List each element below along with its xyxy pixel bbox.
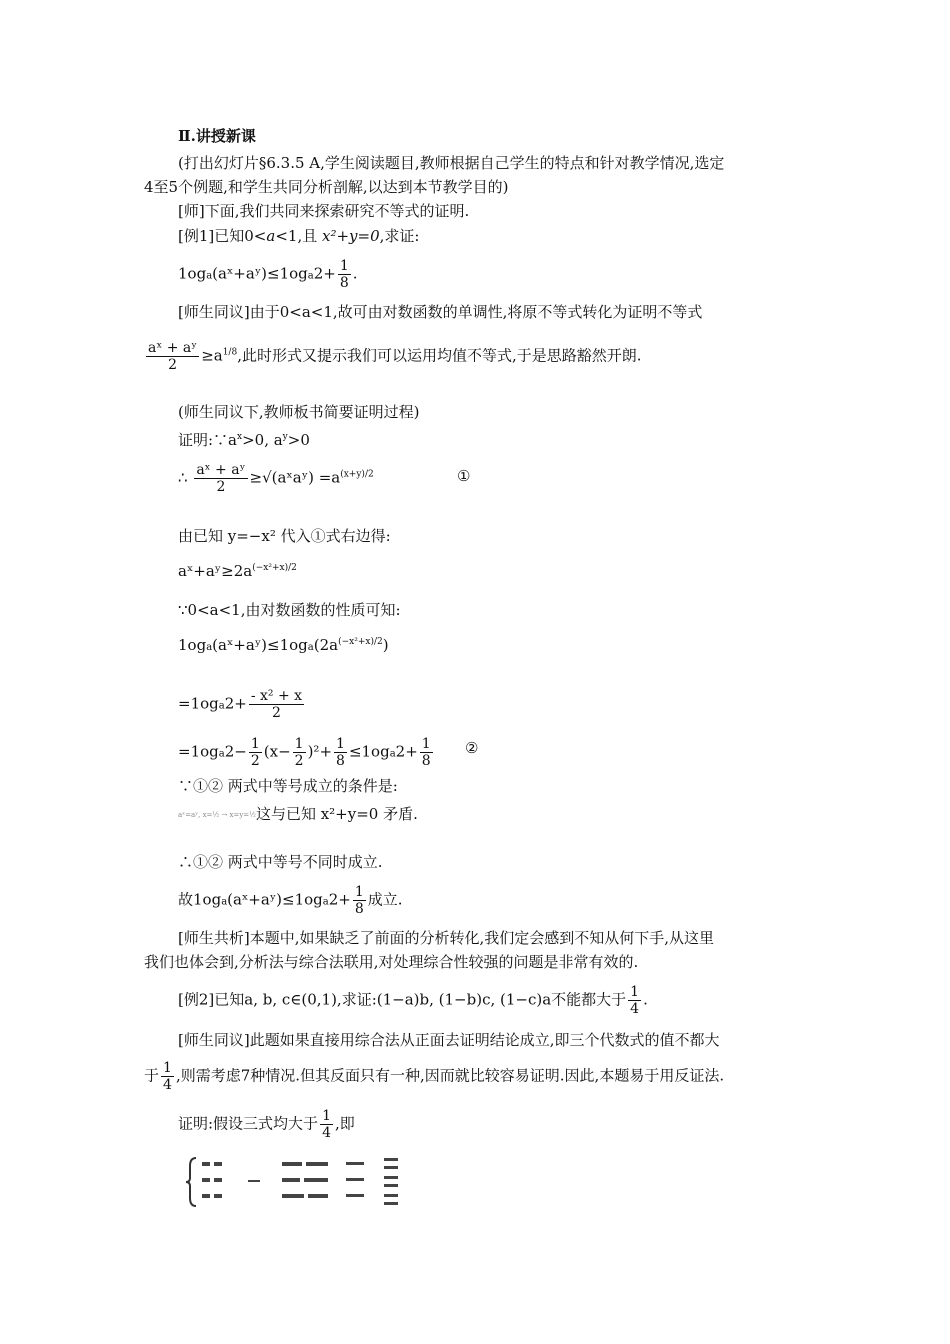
proof-start-b: >0, a: [242, 431, 283, 449]
fraction-denominator: 2: [294, 753, 304, 769]
fraction-denominator: 2: [168, 357, 178, 373]
claim-log: 1og: [178, 264, 207, 283]
substitution-line: 由已知 y=−x² 代入①式右边得:: [178, 527, 391, 545]
ex2-period: .: [643, 990, 648, 1009]
discussion-1-rest: ,此时形式又提示我们可以运用均值不等式,于是思路豁然开朗.: [237, 346, 642, 365]
discussion-2-line-2: [144, 1060, 724, 1093]
claim-arg: (aˣ+aʸ: [212, 264, 262, 283]
teacher-line: [师]下面,我们共同来探索研究不等式的证明.: [178, 202, 470, 220]
intro-line-1: (打出幻灯片§6.3.5 A,学生阅读题目,教师根据自己学生的特点和针对教学情况,选定: [178, 154, 725, 172]
fraction-1-4-b: [161, 1060, 174, 1093]
fraction-denominator: 4: [163, 1077, 172, 1093]
eq2-a: =1og: [178, 742, 219, 761]
example-2-statement: [178, 984, 648, 1017]
claim-const: 2+: [313, 264, 336, 283]
log-base-2: a: [322, 896, 329, 908]
proof-1-start: 证明$:\because a^x>0$, $a^y>0$: [178, 431, 310, 449]
eq1-b: 2+: [224, 694, 247, 713]
log-base: a: [218, 748, 225, 760]
inequality-line: [178, 558, 297, 581]
not-simultaneous-line: ∴①② 两式中等号不同时成立.: [178, 853, 383, 871]
eq2-f: 2+: [395, 742, 418, 761]
fraction-numerator: 1: [163, 1060, 172, 1076]
claim-period: .: [352, 264, 358, 283]
fraction-denominator: 8: [339, 275, 349, 291]
claim-rest: )≤1og: [261, 264, 308, 283]
condition-system: aˣ=aʸ, x=½ → x=y=½: [178, 811, 256, 819]
fraction-numerator: 1: [322, 1108, 331, 1124]
ex1-mid: <1,且: [275, 227, 318, 245]
fraction-denominator: 8: [421, 753, 431, 769]
fraction-1-4-c: [320, 1108, 333, 1141]
log-line: [178, 632, 389, 658]
discussion-1-line-1: [师生同议]由于0<a<1,故可由对数函数的单调性,将原不等式转化为证明不等式: [178, 303, 703, 321]
discussion-2-line-1: [师生同议]此题如果直接用综合法从正面去证明结论成立,即三个代数式的值不都大: [178, 1031, 720, 1049]
fraction-1-8-d: [353, 884, 366, 917]
proof-1-step-1: [178, 462, 374, 495]
fraction-denominator: 4: [630, 1001, 640, 1017]
ge-a: ≥a: [201, 346, 223, 365]
fraction-denominator: 8: [354, 901, 364, 917]
sqrt-expression: ≥√(aˣaʸ) =a: [249, 468, 341, 487]
eq2-c: (x−: [263, 742, 291, 761]
intro-line-2: 4至5个例题,和学生共同分析剖解,以达到本节教学目的): [144, 178, 509, 196]
exponent: (−x²+x)/2: [338, 637, 383, 647]
example-1-statement: [178, 226, 419, 246]
log-base: a: [206, 642, 213, 653]
equality-line-1: [178, 688, 306, 721]
log-base: a: [221, 896, 228, 908]
fraction-numerator: aˣ + aʸ: [148, 340, 198, 356]
eq2-b: 2−: [224, 742, 247, 761]
fraction-numerator: 1: [250, 736, 260, 752]
claim-log-base-2: a: [307, 270, 314, 282]
exponent: (−x²+x)/2: [252, 563, 297, 573]
conclusion-line: [178, 884, 403, 917]
fraction-denominator: 2: [250, 753, 260, 769]
hence-d: 成立.: [367, 890, 403, 909]
discussion-2-pre: 于: [144, 1066, 160, 1085]
equation-marker-2: ②: [465, 739, 479, 757]
proof-2-start: [178, 1108, 355, 1141]
eq2-e: ≤1og: [348, 742, 390, 761]
section-heading: Ⅱ.讲授新课: [178, 127, 256, 145]
analysis-line-1: [师生共析]本题中,如果缺乏了前面的分析转化,我们定会感到不知从何下手,从这里: [178, 929, 715, 947]
discussion-1-line-2: [144, 340, 642, 373]
ex1-var-a: a: [266, 227, 276, 245]
fraction-1-2-b: [293, 736, 306, 769]
eq2-d: )²+: [307, 742, 333, 761]
hence-c: 2+: [328, 890, 351, 909]
eq1-a: =1og: [178, 694, 219, 713]
hence-b: (aˣ+aʸ)≤1og: [227, 890, 323, 909]
fraction-1-2: [249, 736, 262, 769]
fraction-numerator: 1: [630, 984, 640, 1000]
fraction-neg: [249, 688, 304, 721]
fraction-numerator: 1: [339, 258, 349, 274]
fraction-mean-2: [194, 462, 247, 495]
fraction-denominator: 8: [336, 753, 345, 769]
claim-log-base: a: [206, 270, 213, 282]
proof-start-a: 证明:∵a: [178, 431, 237, 449]
fraction-1-4: [628, 984, 641, 1017]
log-base: a: [218, 700, 225, 712]
fraction-denominator: 2: [216, 479, 226, 495]
ineq-main: aˣ+aʸ≥2a: [178, 562, 253, 580]
fraction-1-8-c: [420, 736, 433, 769]
proof2-b: ,即: [334, 1114, 355, 1133]
ex1-prefix: [例1]已知0<: [178, 227, 267, 245]
log-d: ): [382, 636, 389, 654]
ex1-suffix: ,求证:: [379, 227, 420, 245]
fraction-denominator: 2: [271, 705, 281, 721]
analysis-line-2: 我们也体会到,分析法与综合法联用,对处理综合性较强的问题是非常有效的.: [144, 953, 639, 971]
fraction-1-8: [338, 258, 351, 291]
fraction-numerator: 1: [354, 884, 364, 900]
contradiction-line: [178, 804, 418, 825]
equal-condition-line: ∵①② 两式中等号成立的条件是:: [178, 777, 398, 795]
fraction-mean: [146, 340, 199, 373]
ex2-text: [例2]已知a, b, c∈(0,1),求证:(1−a)b, (1−b)c, (1−c)a不能都大于: [178, 990, 627, 1009]
fraction-numerator: 1: [421, 736, 431, 752]
example-1-claim: [178, 258, 358, 291]
fraction-numerator: 1: [336, 736, 345, 752]
exponent: 1/8: [222, 347, 238, 358]
log-a: 1og: [178, 636, 207, 654]
log-b: (aˣ+aʸ)≤1og: [212, 636, 308, 654]
hence-a: 故1og: [178, 890, 222, 909]
log-base-2: a: [389, 748, 396, 760]
exponent: (x+y)/2: [340, 469, 374, 480]
fraction-numerator: - x² + x: [250, 688, 303, 704]
log-c: (2a: [313, 636, 339, 654]
proof-start-c: >0: [287, 431, 310, 449]
fraction-numerator: 1: [294, 736, 304, 752]
proof2-a: 证明:假设三式均大于: [178, 1114, 319, 1133]
fraction-1-8-b: [334, 736, 347, 769]
therefore-symbol: ∴: [178, 468, 188, 487]
equation-marker-1: ①: [457, 467, 471, 485]
fraction-denominator: 4: [322, 1125, 331, 1141]
since-line: ∵0<a<1,由对数函数的性质可知:: [178, 601, 401, 619]
contradiction-text: 这与已知 x²+y=0 矛盾.: [255, 805, 418, 823]
fraction-numerator: aˣ + aʸ: [196, 462, 246, 478]
note-line: (师生同议下,教师板书简要证明过程): [178, 403, 420, 421]
log-base-2: a: [307, 642, 314, 653]
discussion-2-rest: ,则需考虑7种情况.但其反面只有一种,因而就比较容易证明.因此,本题易于用反证法.: [175, 1066, 725, 1085]
ex1-condition: x²+y=0: [322, 227, 380, 245]
equality-line-2: [178, 736, 435, 769]
system-of-inequalities-image: [186, 1154, 426, 1210]
